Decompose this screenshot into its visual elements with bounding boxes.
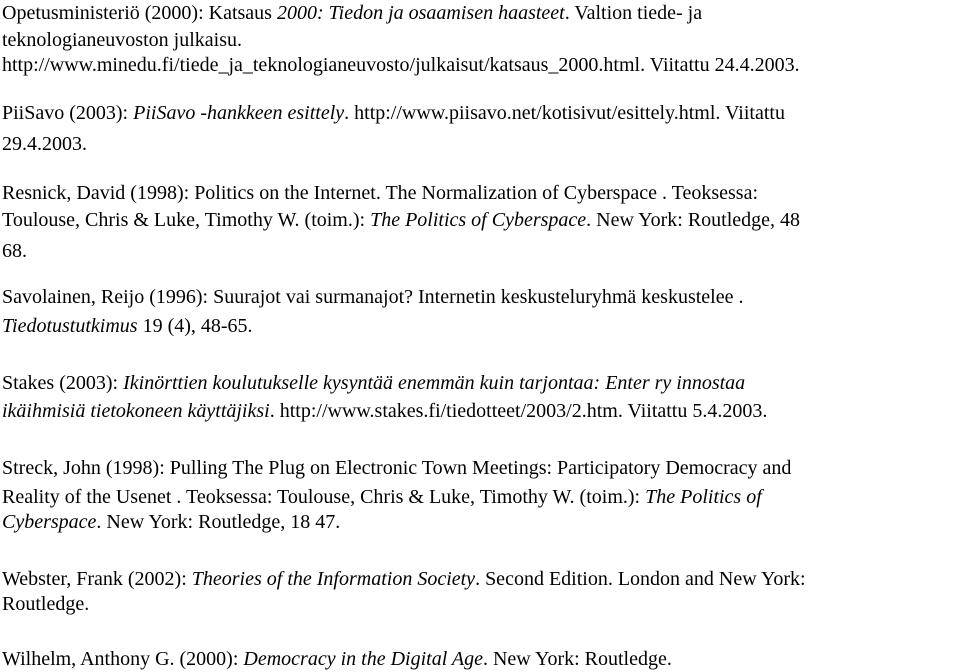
- reference-text: Resnick, David (1998): Politics on the Internet. The Normalization of Cyberspace . Teoksessa:: [2, 182, 759, 204]
- reference-text: Wilhelm, Anthony G. (2000):: [2, 648, 244, 670]
- italic-title-text: The Politics of Cyberspace: [370, 209, 587, 231]
- reference-line: [2, 284, 743, 310]
- italic-title-text: Democracy in the Digital Age: [243, 648, 483, 670]
- italic-title-text: Ikinörttien koulutukselle kysyntää enemmän kuin tarjontaa: Enter ry innostaa: [123, 372, 746, 394]
- reference-text: http://www.minedu.fi/tiede_ja_teknologianeuvosto/julkaisut/katsaus_2000.html. Viitattu 24.4.2003.: [2, 54, 800, 76]
- reference-line: [2, 180, 758, 206]
- italic-title-text: Theories of the Information Society: [191, 568, 476, 590]
- reference-line: [2, 398, 767, 424]
- italic-title-text: The Politics of: [645, 486, 762, 508]
- reference-text: . Valtion tiede- ja: [564, 2, 703, 24]
- reference-text: Savolainen, Reijo (1996): Suurajot vai surmanajot? Internetin keskusteluryhmä keskustelee .: [2, 286, 744, 308]
- reference-text: Webster, Frank (2002):: [2, 568, 192, 590]
- reference-text: . http://www.piisavo.net/kotisivut/esittely.html. Viitattu: [344, 102, 785, 124]
- reference-line: [2, 484, 762, 510]
- reference-line: [2, 646, 672, 672]
- reference-line: [2, 100, 785, 126]
- reference-text: teknologianeuvoston julkaisu.: [2, 29, 242, 51]
- italic-title-text: Tiedotustutkimus: [2, 315, 138, 337]
- reference-line: [2, 313, 253, 339]
- reference-text: . New York: Routledge, 18 47.: [96, 511, 341, 533]
- reference-text: PiiSavo (2003):: [2, 102, 134, 124]
- italic-title-text: ikäihmisiä tietokoneen käyttäjiksi: [2, 400, 270, 422]
- reference-text: . New York: Routledge.: [482, 648, 672, 670]
- reference-text: . http://www.stakes.fi/tiedotteet/2003/2.htm. Viitattu 5.4.2003.: [269, 400, 768, 422]
- italic-title-text: Cyberspace: [2, 511, 97, 533]
- reference-text: . Second Edition. London and New York:: [475, 568, 806, 590]
- reference-line: [2, 455, 791, 481]
- reference-text: Stakes (2003):: [2, 372, 124, 394]
- reference-text: 29.4.2003.: [2, 133, 87, 155]
- italic-title-text: PiiSavo -hankkeen esittely: [133, 102, 345, 124]
- reference-line: [2, 591, 89, 617]
- reference-line: [2, 238, 27, 264]
- reference-line: [2, 566, 806, 592]
- reference-text: Routledge.: [2, 593, 90, 615]
- reference-text: 68.: [2, 240, 27, 262]
- reference-line: [2, 52, 800, 78]
- reference-line: [2, 509, 340, 535]
- italic-title-text: 2000: Tiedon ja osaamisen haasteet: [276, 2, 565, 24]
- reference-text: . New York: Routledge, 48: [586, 209, 801, 231]
- reference-line: [2, 0, 702, 26]
- reference-text: Opetusministeriö (2000): Katsaus: [2, 2, 277, 24]
- reference-text: 19 (4), 48-65.: [137, 315, 253, 337]
- reference-line: [2, 27, 242, 53]
- reference-text: Streck, John (1998): Pulling The Plug on Electronic Town Meetings: Participatory Democracy and: [2, 457, 792, 479]
- reference-line: [2, 131, 87, 157]
- reference-line: [2, 370, 745, 396]
- reference-text: Reality of the Usenet . Teoksessa: Toulouse, Chris & Luke, Timothy W. (toim.):: [2, 486, 646, 508]
- reference-text: Toulouse, Chris & Luke, Timothy W. (toim.):: [2, 209, 371, 231]
- reference-line: [2, 207, 800, 233]
